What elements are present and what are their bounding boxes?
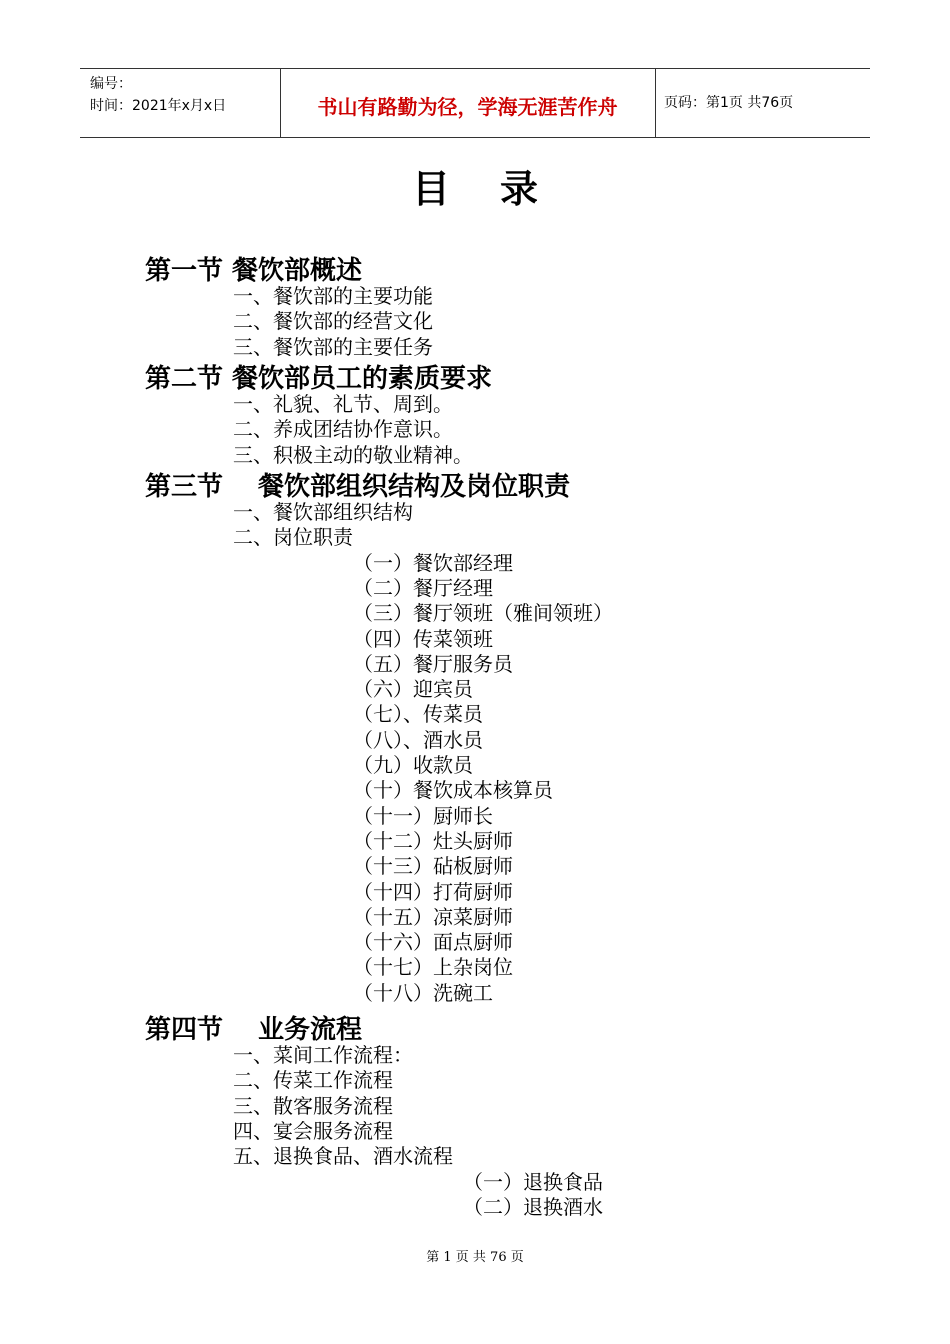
toc-entry: （十八）洗碗工 <box>353 980 493 1005</box>
toc-entry: （三）餐厅领班（雅间领班） <box>353 601 613 626</box>
toc-entry: 五、退换食品、酒水流程 <box>233 1144 453 1169</box>
document-number-label: 编号： <box>90 76 132 92</box>
toc-entry: （一）餐饮部经理 <box>353 550 513 575</box>
toc-entry: （十二）灶头厨师 <box>353 828 513 853</box>
toc-entry: 三、散客服务流程 <box>233 1093 393 1118</box>
toc-entry: （六）迎宾员 <box>353 677 473 702</box>
toc-entry: （八）、酒水员 <box>353 727 483 752</box>
toc-entry: （七）、传菜员 <box>353 702 483 727</box>
toc-entry: （二）退换酒水 <box>463 1194 603 1219</box>
header-divider <box>655 69 656 137</box>
toc-entry: （二）餐厅经理 <box>353 575 493 600</box>
page-title: 目录 <box>411 167 588 211</box>
header-motto: 书山有路勤为径，学海无涯苦作舟 <box>317 95 618 119</box>
page-header <box>80 68 870 138</box>
toc-entry: （十四）打荷厨师 <box>353 879 513 904</box>
toc-entry: 二、养成团结协作意识。 <box>233 417 453 442</box>
toc-entry: （十七）上杂岗位 <box>353 955 513 980</box>
toc-entry: （五）餐厅服务员 <box>353 651 513 676</box>
toc-section-heading: 第一节 餐饮部概述 <box>145 256 363 286</box>
toc-entry: 四、宴会服务流程 <box>233 1118 393 1143</box>
toc-entry: （十五）凉菜厨师 <box>353 904 513 929</box>
header-page-info: 页码：第1页 共76页 <box>664 95 794 111</box>
toc-entry: （一）退换食品 <box>463 1169 603 1194</box>
toc-entry: 一、餐饮部组织结构 <box>233 500 413 524</box>
toc-entry: 一、菜间工作流程： <box>233 1043 413 1067</box>
toc-section-heading: 第三节 餐饮部组织结构及岗位职责 <box>145 472 571 502</box>
document-time: 时间：2021年x月x日 <box>90 98 227 114</box>
toc-entry: （十一）厨师长 <box>353 803 493 828</box>
page-footer: 第 1 页 共 76 页 <box>426 1250 524 1265</box>
toc-entry: 三、积极主动的敬业精神。 <box>233 442 473 467</box>
toc-entry: 二、岗位职责 <box>233 525 353 550</box>
toc-entry: 二、餐饮部的经营文化 <box>233 309 433 334</box>
header-meta <box>90 73 226 117</box>
toc-section-heading: 第四节 业务流程 <box>145 1015 363 1045</box>
toc-entry: （九）收款员 <box>353 753 473 777</box>
toc-section-heading: 第二节 餐饮部员工的素质要求 <box>145 364 493 394</box>
toc-entry: 一、餐饮部的主要功能 <box>233 284 433 308</box>
toc-entry: （四）传菜领班 <box>353 626 493 651</box>
toc-entry: （十六）面点厨师 <box>353 930 513 955</box>
toc-entry: （十三）砧板厨师 <box>353 854 513 879</box>
toc-entry: 二、传菜工作流程 <box>233 1068 393 1093</box>
toc-entry: （十）餐饮成本核算员 <box>353 778 553 803</box>
toc-entry: 一、礼貌、礼节、周到。 <box>233 392 453 416</box>
toc-entry: 三、餐饮部的主要任务 <box>233 334 433 359</box>
